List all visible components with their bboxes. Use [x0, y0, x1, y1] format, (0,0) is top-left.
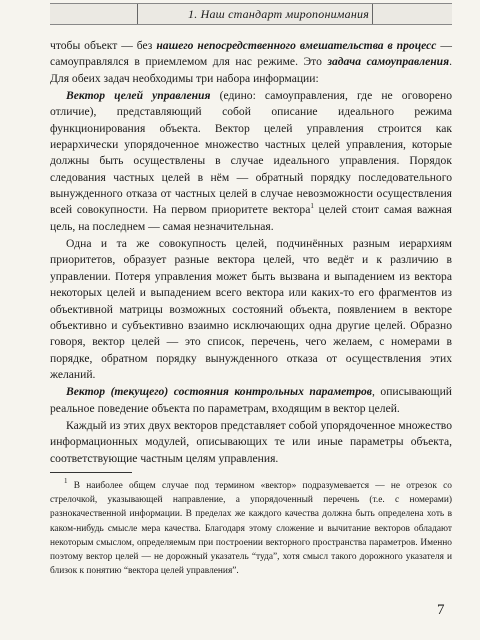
term-state-vector: Вектор (текущего) состояния контрольных параметров [66, 385, 372, 399]
paragraph-3: Одна и та же совокупность целей, подчинённых разным иерархиям приоритетов, образует разные вектора целей, что ведёт и к различию в управлении. Потеря управления может быть вызвана и выпадением из вектора некоторых целей и выпадением всего вектора или каких-то его фрагментов из объективной матрицы возможных состояний объекта, появлением в векторе объективно и субъективно взаимно исключающих одна другие целей. Образно говоря, вектор целей — это список, перечень, чего желаем, с номерами в порядке, обратном порядку вынужденного отказа от осуществления этих желаний. [50, 237, 452, 381]
running-header-title: 1. Наш стандарт миропонимания [188, 7, 369, 21]
text-run: — самоуправлялся в приемлемом для нас режиме. Это [50, 39, 452, 69]
text-run: (едино: самоуправления, где не оговорено отличие), представляющий собой описание идеального режима функционирования объекта. Вектор целей управления строится как иерархически упорядоченное множество частных целей управления, которые должны быть осуществлены в случае идеального управления. Порядок следования частных целей в нём — обратный порядку последовательного вынужденного отказа от частных целей в случае невозможности осуществления всей совокупности. На первом приоритете вектора [50, 89, 453, 217]
emphasis-self-management-task: задача самоуправления [327, 55, 450, 69]
paragraph-2 [50, 88, 452, 235]
text-run: , описывающий реальное поведение объекта по параметрам, входящим в вектор целей. [50, 385, 453, 415]
footnote-text: В наиболее общем случае под термином «вектор» подразумевается — не отрезок со стрелочкой, указывающей направление, а упорядоченный перечень (т.е. с номерами) разнокачественной информации. В пределах же каждого качества должна быть определена хоть в каком-нибудь смысле мера качества. Благодаря этому сложение и вычитание векторов обладают некоторым смыслом, определяемым при построении векторного пространства параметров. Именно поэтому вектор целей — не дорожный указатель “туда”, хотя смысл такого дорожного указателя и близок к понятию “вектора целей управления”. [50, 481, 452, 577]
header-divider-left [137, 4, 138, 24]
footnote-separator [50, 472, 132, 473]
page-number: 7 [437, 602, 445, 618]
paragraph-5: Каждый из этих двух векторов представляет собой упорядоченное множество информационных модулей, описывающих те или иные параметры объекта, соответствующие частным целям управления. [50, 418, 452, 465]
text-run: чтобы объект — без [50, 39, 157, 52]
paragraph-1 [50, 38, 452, 87]
main-text [50, 38, 452, 468]
term-goal-vector: Вектор целей управления [66, 89, 211, 103]
footnote-marker: 1 [64, 477, 68, 485]
emphasis-direct-intervention: нашего непосредственного вмешательства в процесс [156, 39, 437, 52]
footnote-reference: 1 [310, 202, 314, 211]
footnote [50, 479, 452, 578]
text-run: . Для обеих задач необходимы три набора информации: [50, 55, 453, 85]
text-run: целей стоит самая важная цель, на последнем — самая незначительная. [50, 203, 452, 233]
paragraph-4 [50, 384, 452, 417]
header-divider-right [372, 4, 373, 24]
running-header [50, 3, 452, 25]
